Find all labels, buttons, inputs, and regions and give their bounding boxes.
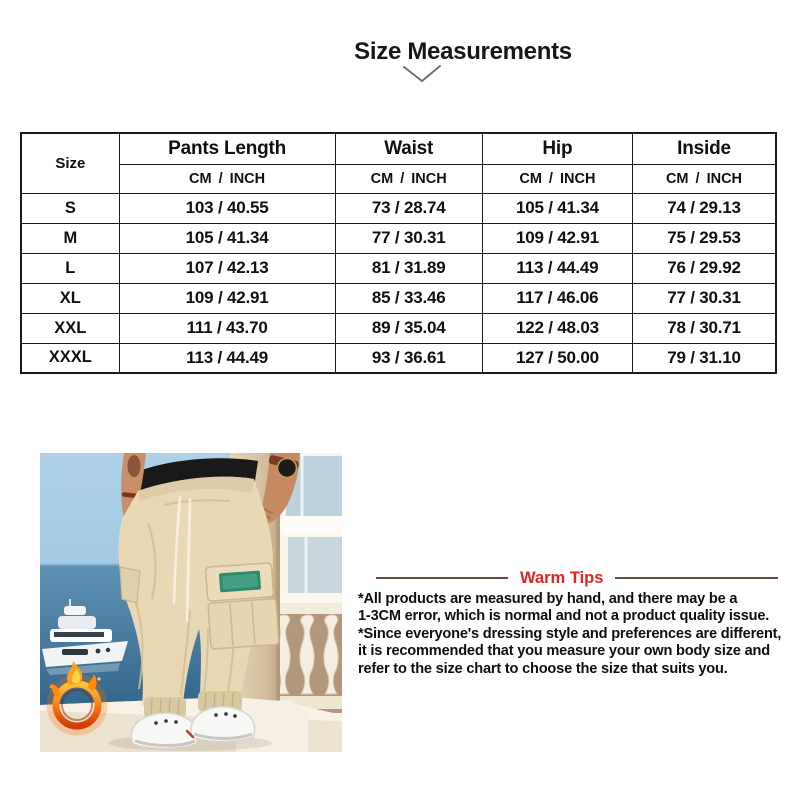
warm-tips-divider-left [376,577,508,579]
value-cell: 111 / 43.70 [119,313,335,343]
value-cell: 113 / 44.49 [119,343,335,373]
column-header-size: Size [21,133,119,193]
value-cell: 74 / 29.13 [633,193,776,223]
value-cell: 122 / 48.03 [482,313,632,343]
product-photo [40,453,342,752]
size-cell: S [21,193,119,223]
unit-cell: CM / INCH [119,164,335,193]
balustrade [276,603,342,713]
value-cell: 93 / 36.61 [335,343,482,373]
size-cell: XXL [21,313,119,343]
size-cell: XXXL [21,343,119,373]
side-pocket [120,567,140,603]
warm-tips-header [376,568,778,588]
table-row [21,283,776,313]
value-cell: 117 / 46.06 [482,283,632,313]
column-header-hip: Hip [482,133,632,164]
size-cell: XL [21,283,119,313]
cargo-pocket [205,563,279,650]
tip-line: *All products are measured by hand, and there may be a [358,591,738,607]
tip-line: *Since everyone's dressing style and preferences are different, [358,625,782,642]
tattoo [128,455,141,477]
value-cell: 89 / 35.04 [335,313,482,343]
size-cell: M [21,223,119,253]
value-cell: 77 / 30.31 [633,283,776,313]
unit-cell: CM / INCH [335,164,482,193]
column-header-pants-length: Pants Length [119,133,335,164]
table-unit-row [21,164,776,193]
tip-line: refer to the size chart to choose the size that suits you. [358,660,728,677]
tip-line: it is recommended that you measure your own body size and [358,643,770,660]
table-row [21,223,776,253]
table-header-row [21,133,776,164]
size-table [20,132,777,374]
pocket-body [208,598,279,649]
value-cell: 113 / 44.49 [482,253,632,283]
table-row [21,313,776,343]
warm-tips-heading: Warm Tips [520,568,604,587]
value-cell: 127 / 50.00 [482,343,632,373]
value-cell: 75 / 29.53 [633,223,776,253]
value-cell: 77 / 30.31 [335,223,482,253]
unit-cell: CM / INCH [482,164,632,193]
window [288,537,342,593]
table-row [21,193,776,223]
value-cell: 79 / 31.10 [633,343,776,373]
value-cell: 73 / 28.74 [335,193,482,223]
page-title: Size Measurements [354,38,572,65]
tip-line: 1-3CM error, which is normal and not a product quality issue. [358,608,770,625]
unit-cell: CM / INCH [633,164,776,193]
column-header-waist: Waist [335,133,482,164]
value-cell: 107 / 42.13 [119,253,335,283]
value-cell: 103 / 40.55 [119,193,335,223]
warm-tips-divider-right [615,577,778,579]
value-cell: 85 / 33.46 [335,283,482,313]
warm-tips-text [358,591,794,678]
size-cell: L [21,253,119,283]
value-cell: 105 / 41.34 [482,193,632,223]
table-row [21,343,776,373]
value-cell: 105 / 41.34 [119,223,335,253]
table-row [21,253,776,283]
value-cell: 109 / 42.91 [482,223,632,253]
watch-face [278,459,297,478]
value-cell: 78 / 30.71 [633,313,776,343]
chevron-down-icon [402,64,442,86]
value-cell: 76 / 29.92 [633,253,776,283]
column-header-inside: Inside [633,133,776,164]
value-cell: 81 / 31.89 [335,253,482,283]
value-cell: 109 / 42.91 [119,283,335,313]
